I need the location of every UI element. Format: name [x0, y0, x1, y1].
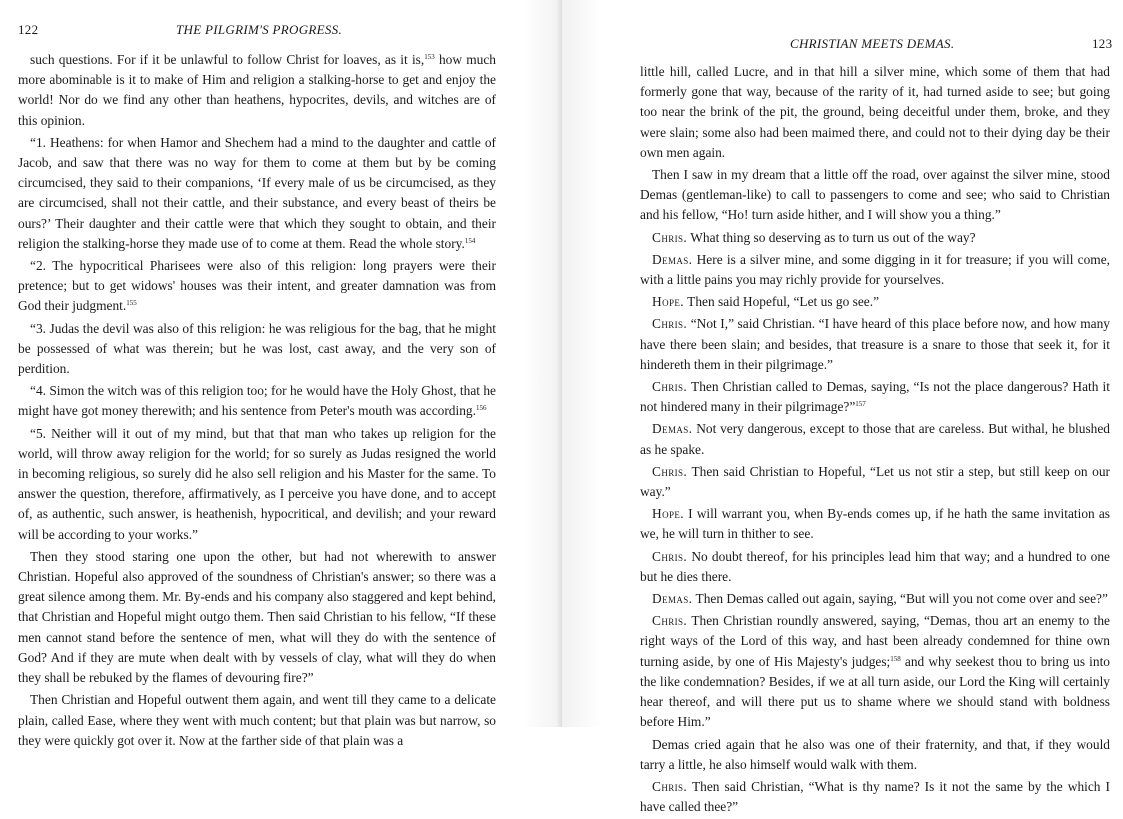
- footnote-ref: 153: [424, 53, 435, 61]
- speaker-name: Chris.: [652, 379, 688, 395]
- text-run: Then Christian called to Demas, saying, “Is not the place dangerous? Hath it not hindered many in their pilgrimage?”: [640, 379, 1110, 415]
- paragraph: [640, 735, 1110, 775]
- text-run: Then Christian roundly answered, saying, “Demas, thou art an enemy to the right ways of the Lord of this way, and hast been already condemned for thine own turning aside, by one of His Majesty's judges;: [640, 613, 1110, 669]
- text-run: No doubt thereof, for his principles lead him that way; and a hundred to one but he dies there.: [640, 548, 1110, 584]
- text-run: Not very dangerous, except to those that are careless. But withal, he blushed as he spake.: [640, 421, 1110, 457]
- footnote-ref: 157: [855, 400, 866, 409]
- text-run: I will warrant you, when By-ends comes up, if he hath the same invitation as we, he will turn in thither to see.: [640, 506, 1110, 542]
- speaker-name: Chris.: [652, 778, 688, 794]
- footnote-ref: 158: [890, 654, 901, 663]
- speaker-name: Chris.: [652, 229, 688, 245]
- text-run: “5. Neither will it out of my mind, but that that man who takes up religion for the world, will throw away religion for the world; for so surely as Judas resigned the world in becoming religious, so surely did he also sell religion and his Master for the same. To answer the question, therefore, affirmatively, as I perceive you have done, and to accept of, as authentic, such answer, is heathenish, hypocritical, and devilish; and your reward will be according to your works.”: [18, 425, 496, 542]
- paragraph: [640, 547, 1110, 587]
- paragraph: [18, 50, 496, 131]
- footnote-ref: 155: [126, 299, 137, 308]
- paragraph: [640, 777, 1110, 817]
- text-run: Demas cried again that he also was one of their fraternity, and that, if they would tarry a little, he also himself would walk with them.: [640, 736, 1110, 772]
- paragraph: [640, 611, 1110, 732]
- running-head: CHRISTIAN MEETS DEMAS.: [790, 36, 955, 51]
- text-run: Then they stood staring one upon the other, but had not wherewith to answer Christian. Hopeful also approved of the soundness of Christian's answer; so there was a great silence among them. Mr. By-ends and his company also staggered and kept behind, that Christian and Hopeful might outgo them. Then said Christian to his fellow, “If these men cannot stand before the sentence of men, what will they do with the sentence of God? And if they are mute when dealt with by vessels of clay, what will they do when they shall be rebuked by the flames of devouring fire?”: [18, 548, 496, 686]
- text-run: such questions. For if it be unlawful to follow Christ for loaves, as it is,: [30, 52, 425, 67]
- left-page: [0, 0, 562, 748]
- text-run: What thing so deserving as to turn us out of the way?: [687, 229, 976, 245]
- text-run: how much more abominable is it to make of Him and religion a stalking-horse to get and enjoy the world! Nor do we find any other than heathens, hypocrites, devils, and witches are of this opinion.: [18, 52, 496, 128]
- paragraph: [640, 165, 1110, 226]
- text-run: “4. Simon the witch was of this religion too; for he would have the Holy Ghost, that he might have got money therewith; and his sentence from Peter's mouth was according.: [18, 383, 496, 419]
- right-page: [562, 0, 1123, 815]
- speaker-name: Demas.: [652, 421, 693, 437]
- paragraph: [640, 228, 1110, 248]
- text-run: Then I saw in my dream that a little off the road, over against the silver mine, stood Demas (gentleman-like) to call to passengers to come and see; who said to Christian and his fellow, “Ho! turn aside hither, and I will show you a thing.”: [640, 167, 1110, 223]
- speaker-name: Hope.: [652, 506, 685, 522]
- paragraph: [640, 377, 1110, 417]
- text-run: Here is a silver mine, and some digging in it for treasure; if you will come, with a little pains you may richly provide for yourselves.: [640, 251, 1110, 288]
- paragraph: [640, 419, 1110, 459]
- speaker-name: Chris.: [652, 613, 688, 629]
- text-run: and why seekest thou to bring us into the like condemnation? Besides, if we at all turn aside, our Lord the King will certainly hear thereof, and will there put us to shame where we should stand with boldness before Him.”: [640, 653, 1110, 730]
- footnote-ref: 154: [464, 236, 476, 245]
- paragraph: [640, 292, 1110, 312]
- text-run: Then said Hopeful, “Let us go see.”: [684, 294, 880, 310]
- text-run: Then Demas called out again, saying, “But will you not come over and see?”: [692, 591, 1108, 607]
- paragraph: [640, 250, 1110, 290]
- paragraph: [640, 589, 1110, 609]
- text-run: Then said Christian, “What is thy name? Is it not the same by the which I have called thee?”: [640, 778, 1110, 815]
- footnote-ref: 156: [475, 404, 487, 413]
- paragraph: [18, 690, 496, 751]
- text-run: “Not I,” said Christian. “I have heard of this place before now, and how many have there been slain; and besides, that treasure is a snare to those that seek it, for it hindereth them in their pilgrimage.”: [640, 316, 1110, 372]
- text-run: “3. Judas the devil was also of this religion: he was religious for the bag, that he might be possessed of what was therein; but he was lost, cast away, and the very son of perdition.: [18, 320, 496, 377]
- page-number: 123: [1092, 36, 1113, 51]
- speaker-name: Chris.: [652, 463, 688, 479]
- paragraph: [18, 133, 496, 254]
- paragraph: [640, 462, 1110, 502]
- right-page-body: [640, 62, 1110, 819]
- paragraph: [18, 547, 496, 688]
- page-number: 122: [18, 22, 39, 37]
- text-run: Then Christian and Hopeful outwent them again, and went till they came to a delicate plain, called Ease, where they went with much content; but that plain was but narrow, so they were quickly got over it. Now at the farther side of that plain was a: [18, 692, 496, 748]
- speaker-name: Demas.: [652, 251, 693, 267]
- running-head: THE PILGRIM'S PROGRESS.: [176, 22, 343, 37]
- speaker-name: Demas.: [652, 591, 693, 607]
- left-page-body: [18, 50, 496, 753]
- paragraph: [640, 62, 1110, 163]
- paragraph: [18, 381, 496, 421]
- paragraph: [640, 314, 1110, 375]
- paragraph: [18, 256, 496, 317]
- text-run: “1. Heathens: for when Hamor and Shechem had a mind to the daughter and cattle of Jacob, and saw that there was no way for them to come at them but by be coming circumcised, they said to their companions, ‘If every male of us be circumcised, as they are circumcised, shall not their cattle, and their substance, and every beast of theirs be ours?’ Their daughter and their cattle were that which they sought to obtain, and their religion the stalking-horse they made use of to come at them. Read the whole story.: [18, 134, 496, 251]
- paragraph: [18, 319, 496, 380]
- text-run: Then said Christian to Hopeful, “Let us not stir a step, but still keep on our way.”: [640, 463, 1110, 500]
- paragraph: [18, 424, 496, 545]
- text-run: little hill, called Lucre, and in that hill a silver mine, which some of them that had formerly gone that way, because of the rarity of it, had turned aside to see; but going too near the brink of the pit, the ground, being deceitful under them, broke, and they were slain; some also had been maimed there, and could not to their dying day be their own men again.: [640, 64, 1110, 160]
- speaker-name: Hope.: [652, 294, 685, 310]
- speaker-name: Chris.: [652, 548, 688, 564]
- text-run: “2. The hypocritical Pharisees were also of this religion: long prayers were their pretence; but to get widows' houses was their intent, and greater damnation was from God their judgment.: [18, 258, 496, 314]
- speaker-name: Chris.: [652, 316, 688, 332]
- paragraph: [640, 504, 1110, 544]
